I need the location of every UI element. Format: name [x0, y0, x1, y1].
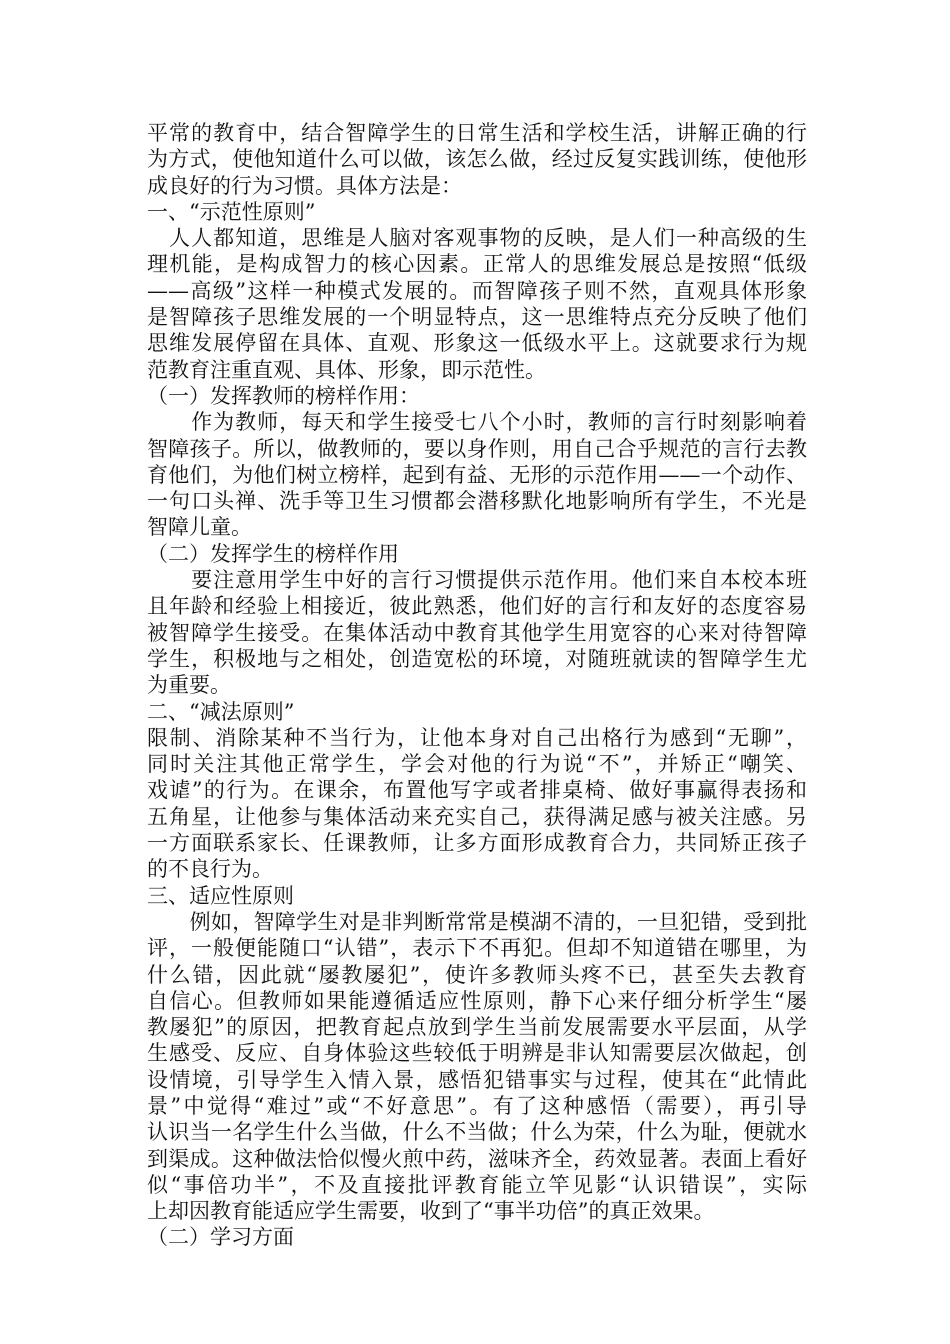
text-line: 设情境，引导学生入情入景，感悟犯错事实与过程，使其在“此情此	[147, 1067, 807, 1092]
text-line: 评，一般便能随口“认错”，表示下不再犯。但却不知道错在哪里，为	[147, 936, 807, 961]
text-line: 作为教师，每天和学生接受七八个小时，教师的言行时刻影响着	[147, 410, 807, 435]
text-line: 上却因教育能适应学生需要，收到了“事半功倍”的真正效果。	[147, 1199, 715, 1224]
text-line: 自信心。但教师如果能遵循适应性原则，静下心来仔细分析学生“屡	[147, 988, 807, 1013]
text-line: 育他们，为他们树立榜样，起到有益、无形的示范作用——一个动作、	[147, 462, 807, 487]
text-line: 学生，积极地与之相处，创造宽松的环境，对随班就读的智障学生尤	[147, 646, 807, 671]
text-line: 生感受、反应、自身体验这些较低于明辨是非认知需要层次做起，创	[147, 1041, 807, 1066]
text-line: （一）发挥教师的榜样作用：	[147, 383, 420, 408]
text-line: 智障儿童。	[147, 515, 252, 540]
text-line: 是智障孩子思维发展的一个明显特点，这一思维特点充分反映了他们	[147, 305, 807, 330]
text-line: 为重要。	[147, 673, 231, 698]
text-line: 一、“示范性原则”	[147, 199, 316, 224]
text-line: ——高级”这样一种模式发展的。而智障孩子则不然，直观具体形象	[147, 278, 807, 303]
text-line: 景”中觉得“难过”或“不好意思”。有了这种感悟（需要），再引导	[147, 1093, 807, 1118]
text-line: 一句口头禅、洗手等卫生习惯都会潜移默化地影响所有学生，不光是	[147, 489, 807, 514]
text-line: 范教育注重直观、具体、形象，即示范性。	[147, 357, 546, 382]
text-line: 的不良行为。	[147, 857, 273, 882]
document-body	[147, 120, 807, 1251]
text-line: 智障孩子。所以，做教师的，要以身作则，用自己合乎规范的言行去教	[147, 436, 807, 461]
text-line: 什么错，因此就“屡教屡犯”，使许多教师头疼不已，甚至失去教育	[147, 962, 807, 987]
text-line: 被智障学生接受。在集体活动中教育其他学生用宽容的心来对待智障	[147, 620, 807, 645]
text-line: 要注意用学生中好的言行习惯提供示范作用。他们来自本校本班	[147, 568, 807, 593]
text-line: 五角星，让他参与集体活动来充实自己，获得满足感与被关注感。另	[147, 804, 807, 829]
text-line: 一方面联系家长、任课教师，让多方面形成教育合力，共同矫正孩子	[147, 831, 807, 856]
text-line: （二）学习方面	[147, 1225, 294, 1250]
text-line: 例如，智障学生对是非判断常常是模湖不清的，一旦犯错，受到批	[147, 909, 807, 934]
text-line: 理机能，是构成智力的核心因素。正常人的思维发展总是按照“低级	[147, 252, 807, 277]
text-line: 同时关注其他正常学生，学会对他的行为说“不”，并矫正“嘲笑、	[147, 752, 807, 777]
text-line: 平常的教育中，结合智障学生的日常生活和学校生活，讲解正确的行	[147, 121, 807, 145]
text-line: 限制、消除某种不当行为，让他本身对自己出格行为感到“无聊”，	[147, 725, 807, 750]
text-line: 到渠成。这种做法恰似慢火煎中药，滋味齐全，药效显著。表面上看好	[147, 1146, 807, 1171]
text-line: 三、适应性原则	[147, 883, 294, 908]
text-line: 认识当一名学生什么当做，什么不当做；什么为荣，什么为耻，便就水	[147, 1120, 807, 1145]
text-line: （二）发挥学生的榜样作用	[147, 541, 399, 566]
text-line: 二、“减法原则”	[147, 699, 295, 724]
text-line: 为方式，使他知道什么可以做，该怎么做，经过反复实践训练，使他形	[147, 147, 807, 172]
text-line: 戏谑”的行为。在课余，布置他写字或者排桌椅、做好事赢得表扬和	[147, 778, 807, 803]
text-line: 教屡犯”的原因，把教育起点放到学生当前发展需要水平层面，从学	[147, 1015, 807, 1040]
text-line: 且年龄和经验上相接近，彼此熟悉，他们好的言行和友好的态度容易	[147, 594, 807, 619]
text-line: 思维发展停留在具体、直观、形象这一低级水平上。这就要求行为规	[147, 331, 807, 356]
text-line: 人人都知道，思维是人脑对客观事物的反映，是人们一种高级的生	[147, 226, 807, 251]
text-line: 似“事倍功半”，不及直接批评教育能立竿见影“认识错误”，实际	[147, 1172, 807, 1197]
text-line: 成良好的行为习惯。具体方法是：	[147, 173, 462, 198]
